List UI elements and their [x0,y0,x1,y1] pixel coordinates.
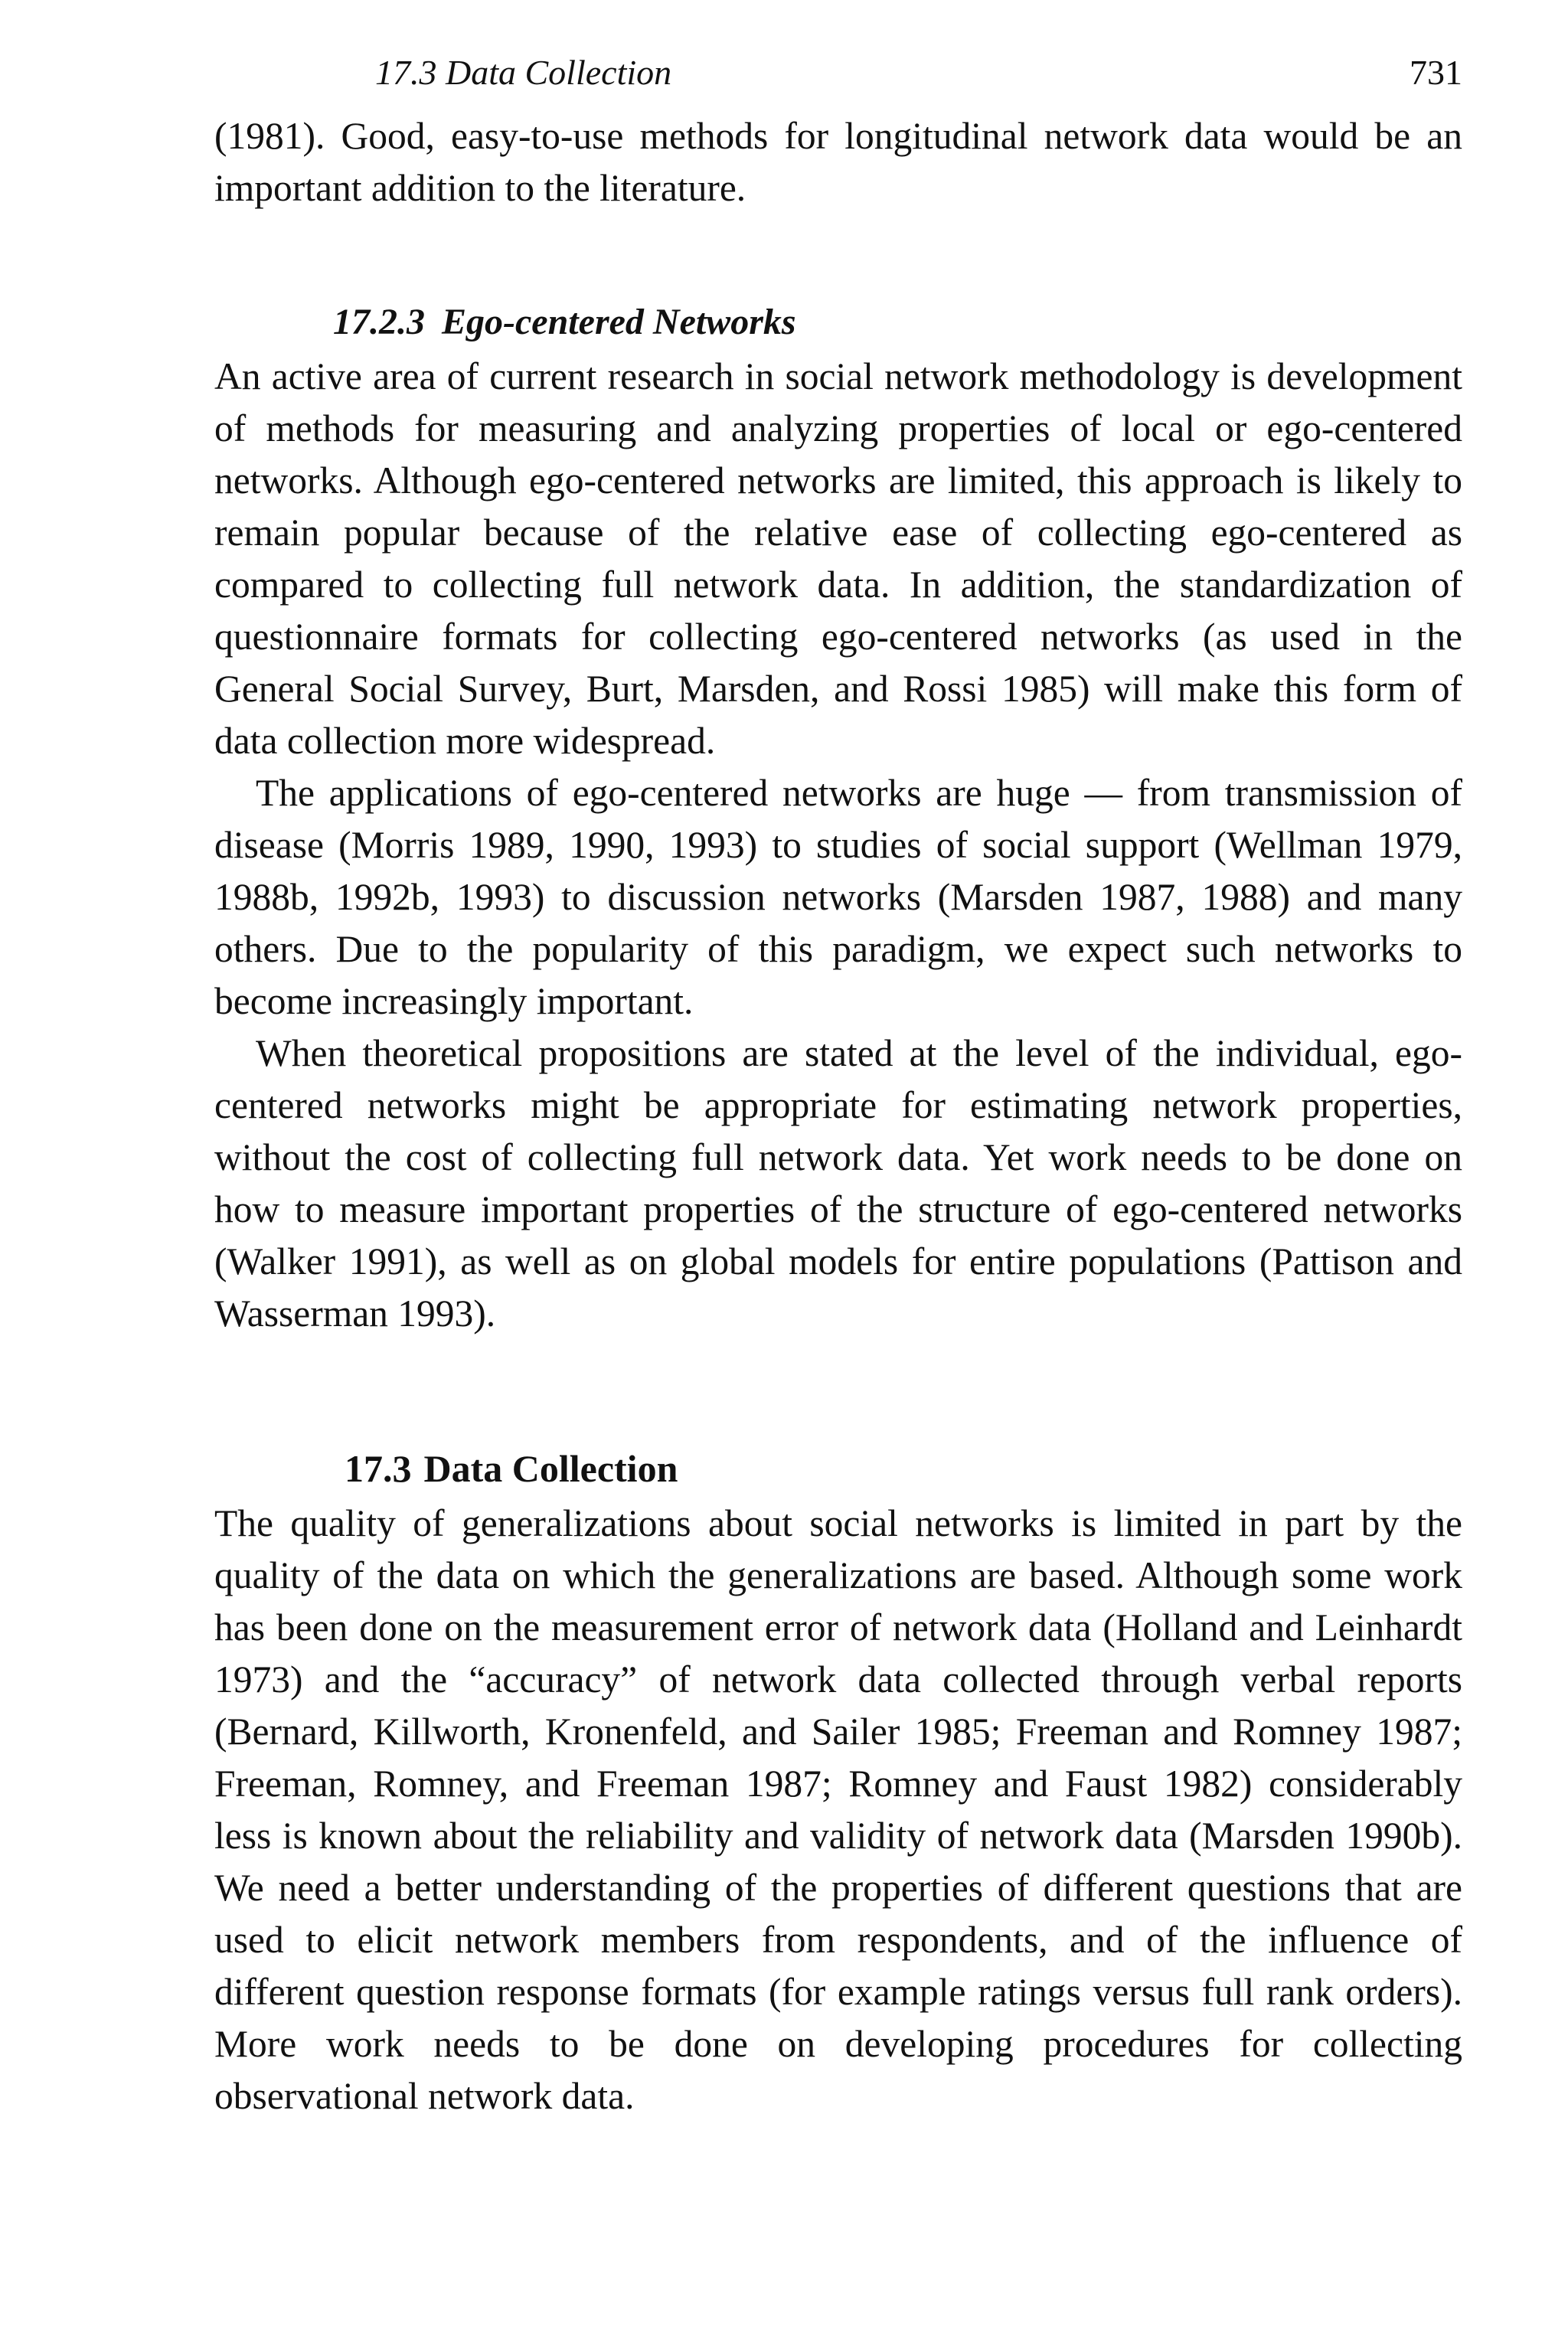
running-title: 17.3 Data Collection [375,53,672,92]
paragraph-continuation: (1981). Good, easy-to-use methods for longitudinal network data would be an important addition to the literature. [214,115,1462,209]
section-heading [214,1442,1462,1495]
page-number: 731 [1410,53,1462,92]
paragraph-data-collection: The quality of generalizations about social networks is limited in part by the quality of the data on which the generalizations are based. Although some work has been done on the measurement error of network data (Holland and Leinhardt 1973) and the “accuracy” of network data collected through verbal reports (Bernard, Killworth, Kronenfeld, and Sailer 1985; Freeman and Romney 1987; Freeman, Romney, and Freeman 1987; Romney and Faust 1982) considerably less is known about the reliability and validity of network data (Marsden 1990b). We need a better understanding of the properties of different questions that are used to elicit network members from respondents, and of the influence of different question response formats (for example ratings versus full rank orders). More work needs to be done on developing procedures for collecting observational network data. [214,1502,1462,2117]
section-title: Data Collection [423,1447,678,1490]
running-header [214,46,1462,100]
subsection-title: Ego-centered Networks [442,302,796,342]
section-number: 17.3 [345,1447,412,1490]
paragraph-ego-centered-intro: An active area of current research in social network methodology is development of methods for measuring and analyzing properties of local or ego-centered networks. Although ego-centered networks are limited, this approach is likely to remain popular because of the relative ease of collecting ego-centered as compared to collecting full network data. In addition, the standardization of questionnaire formats for collecting ego-centered networks (as used in the General Social Survey, Burt, Marsden, and Rossi 1985) will make this form of data collection more widespread. [214,355,1462,762]
document-page [214,46,1462,2122]
paragraph-ego-centered-applications: The applications of ego-centered networks are huge — from transmission of disease (Morris 1989, 1990, 1993) to studies of social support (Wellman 1979, 1988b, 1992b, 1993) to discussion networks (Marsden 1987, 1988) and many others. Due to the popularity of this paradigm, we expect such networks to become increasingly important. [214,772,1462,1022]
subsection-heading [214,297,1462,348]
paragraph-ego-centered-theory: When theoretical propositions are stated at the level of the individual, ego-centered networks might be appropriate for estimating network properties, without the cost of collecting full network data. Yet work needs to be done on how to measure important properties of the structure of ego-centered networks (Walker 1991), as well as on global models for entire populations (Pattison and Wasserman 1993). [214,1032,1462,1335]
subsection-number: 17.2.3 [333,302,425,342]
